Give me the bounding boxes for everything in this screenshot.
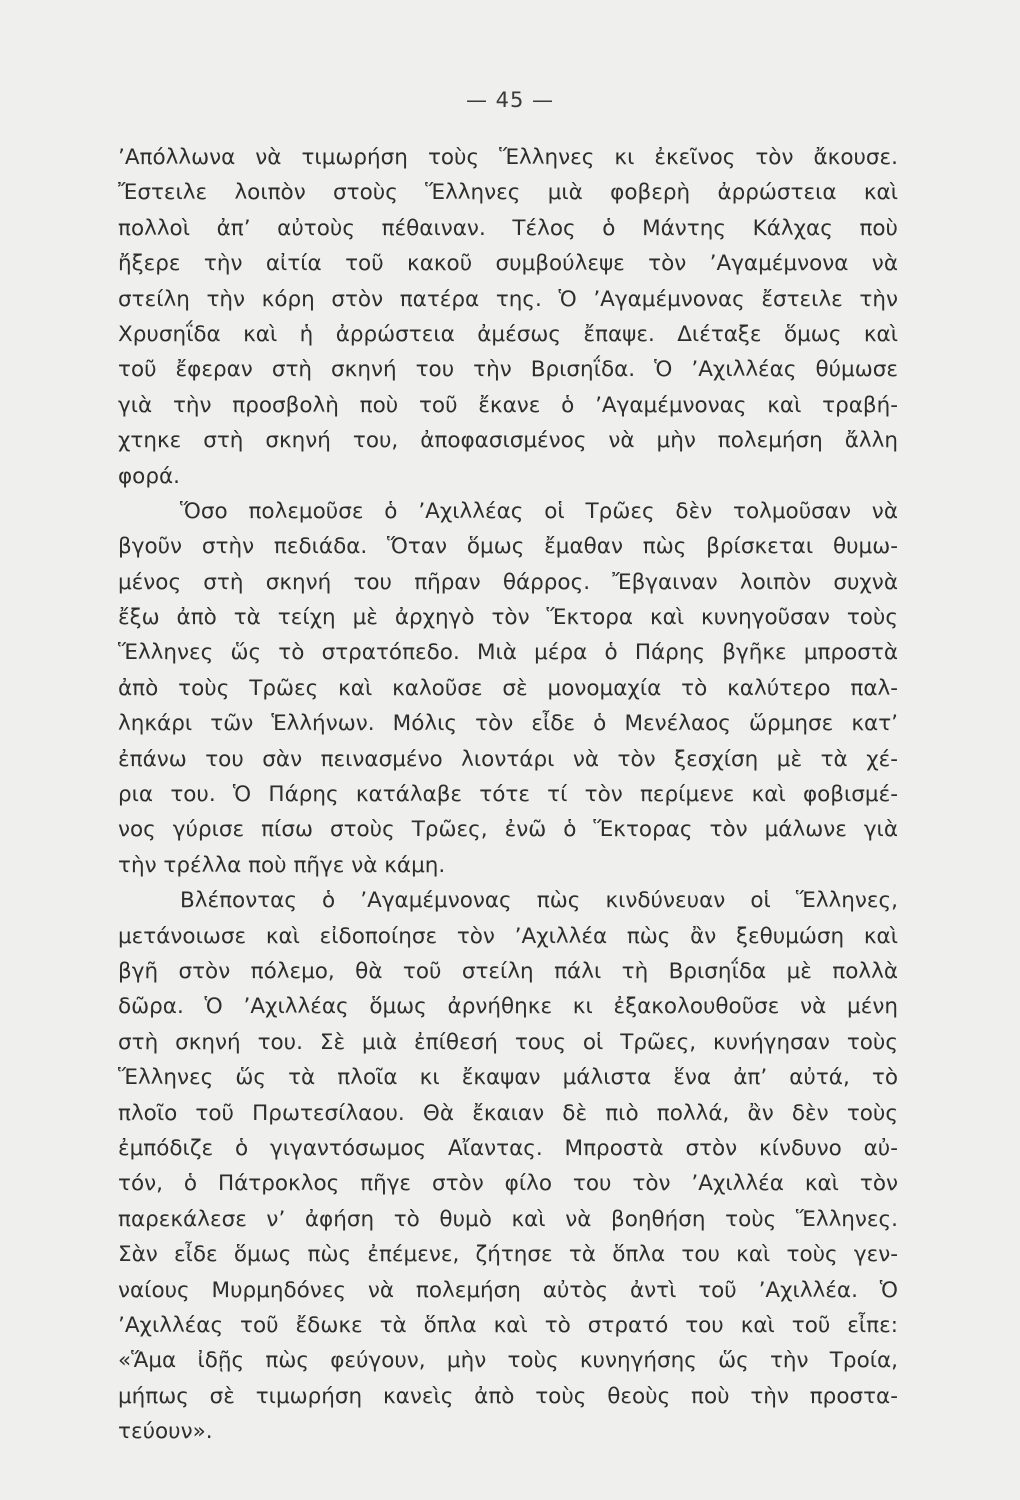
page-number: — 45 — [465,88,555,112]
text-line: μετάνοιωσε καὶ εἰδοποίησε τὸν ’Αχιλλέα πὼς ἂν ξεθυμώση καὶ [118,923,898,949]
text-line: παρεκάλεσε ν’ ἀφήση τὸ θυμὸ καὶ νὰ βοηθήση τοὺς Ἕλληνες. [118,1206,898,1232]
text-line: ’Αχιλλέας τοῦ ἔδωκε τὰ ὅπλα καὶ τὸ στρατό του καὶ τοῦ εἶπε: [118,1312,898,1338]
text-line: μένος στὴ σκηνή του πῆραν θάρρος. Ἔβγαιναν λοιπὸν συχνὰ [118,569,898,595]
text-line: φορά. [118,463,180,489]
text-line: χτηκε στὴ σκηνή του, ἀποφασισμένος νὰ μὴν πολεμήση ἄλλη [118,428,898,454]
text-line: βγῆ στὸν πόλεμο, θὰ τοῦ στείλη πάλι τὴ Βρισηΐδα μὲ πολλὰ [118,958,898,984]
text-line: Ἔστειλε λοιπὸν στοὺς Ἕλληνες μιὰ φοβερὴ ἀρρώστεια καὶ [118,180,898,206]
text-line: νος γύρισε πίσω στοὺς Τρῶες, ἐνῶ ὁ Ἕκτορας τὸν μάλωνε γιὰ [118,817,898,843]
text-line: στείλη τὴν κόρη στὸν πατέρα της. Ὁ ’Αγαμέμνονας ἔστειλε τὴν [118,286,898,312]
text-line: ’Απόλλωνα νὰ τιμωρήση τοὺς Ἕλληνες κι ἐκεῖνος τὸν ἄκουσε. [118,145,898,170]
text-line: Βλέποντας ὁ ’Αγαμέμνονας πὼς κινδύνευαν οἱ Ἕλληνες, [180,888,898,914]
text-line: τὴν τρέλλα ποὺ πῆγε νὰ κάμη. [118,852,446,878]
text-line: πολλοὶ ἀπ’ αὐτοὺς πέθαιναν. Τέλος ὁ Μάντης Κάλχας ποὺ [118,215,898,241]
text-line: μήπως σὲ τιμωρήση κανεὶς ἀπὸ τοὺς θεοὺς ποὺ τὴν προστα- [118,1383,898,1409]
text-line: Ὅσο πολεμοῦσε ὁ ’Αχιλλέας οἱ Τρῶες δὲν τολμοῦσαν νὰ [180,498,898,524]
text-line: Σὰν εἶδε ὅμως πὼς ἐπέμενε, ζήτησε τὰ ὅπλα του καὶ τοὺς γεν- [118,1242,898,1268]
text-line: «Ἅμα ἰδῇς πὼς φεύγουν, μὴν τοὺς κυνηγήσης ὥς τὴν Τροία, [118,1348,898,1374]
text-line: δῶρα. Ὁ ’Αχιλλέας ὅμως ἀρνήθηκε κι ἐξακολουθοῦσε νὰ μένη [118,994,898,1020]
text-line: ἀπὸ τοὺς Τρῶες καὶ καλοῦσε σὲ μονομαχία τὸ καλύτερο παλ- [118,675,898,701]
text-line: γιὰ τὴν προσβολὴ ποὺ τοῦ ἔκανε ὁ ’Αγαμέμνονας καὶ τραβή- [118,392,898,418]
text-line: βγοῦν στὴν πεδιάδα. Ὅταν ὅμως ἔμαθαν πὼς βρίσκεται θυμω- [118,534,898,560]
text-line: ρια του. Ὁ Πάρης κατάλαβε τότε τί τὸν περίμενε καὶ φοβισμέ- [118,782,898,808]
text-line: ἔξω ἀπὸ τὰ τείχη μὲ ἀρχηγὸ τὸν Ἕκτορα καὶ κυνηγοῦσαν τοὺς [118,605,898,631]
text-line: Ἕλληνες ὥς τὸ στρατόπεδο. Μιὰ μέρα ὁ Πάρης βγῆκε μπροστὰ [118,640,898,666]
text-line: τεύουν». [118,1419,213,1445]
text-line: ἤξερε τὴν αἰτία τοῦ κακοῦ συμβούλεψε τὸν ’Αγαμέμνονα νὰ [118,251,898,277]
text-line: ἐπάνω του σὰν πεινασμένο λιοντάρι νὰ τὸν ξεσχίση μὲ τὰ χέ- [118,746,898,772]
text-line: τόν, ὁ Πάτροκλος πῆγε στὸν φίλο του τὸν ’Αχιλλέα καὶ τὸν [118,1171,898,1197]
text-line: τοῦ ἔφεραν στὴ σκηνή του τὴν Βρισηΐδα. Ὁ ’Αχιλλέας θύμωσε [118,357,898,383]
body-text [118,140,898,1449]
text-line: ναίους Μυρμηδόνες νὰ πολεμήση αὐτὸς ἀντὶ τοῦ ’Αχιλλέα. Ὁ [118,1277,898,1303]
text-line: Ἕλληνες ὥς τὰ πλοῖα κι ἔκαψαν μάλιστα ἕνα ἀπ’ αὐτά, τὸ [118,1065,898,1091]
text-line: πλοῖο τοῦ Πρωτεσίλαου. Θὰ ἔκαιαν δὲ πιὸ πολλά, ἂν δὲν τοὺς [118,1100,898,1126]
text-line: στὴ σκηνή του. Σὲ μιὰ ἐπίθεσή τους οἱ Τρῶες, κυνήγησαν τοὺς [118,1029,898,1055]
text-line: ἐμπόδιζε ὁ γιγαντόσωμος Αἴαντας. Μπροστὰ στὸν κίνδυνο αὐ- [118,1135,898,1161]
text-line: ληκάρι τῶν Ἑλλήνων. Μόλις τὸν εἶδε ὁ Μενέλαος ὥρμησε κατ’ [118,711,898,737]
text-line: Χρυσηΐδα καὶ ἡ ἀρρώστεια ἀμέσως ἔπαψε. Διέταξε ὅμως καὶ [118,321,898,347]
